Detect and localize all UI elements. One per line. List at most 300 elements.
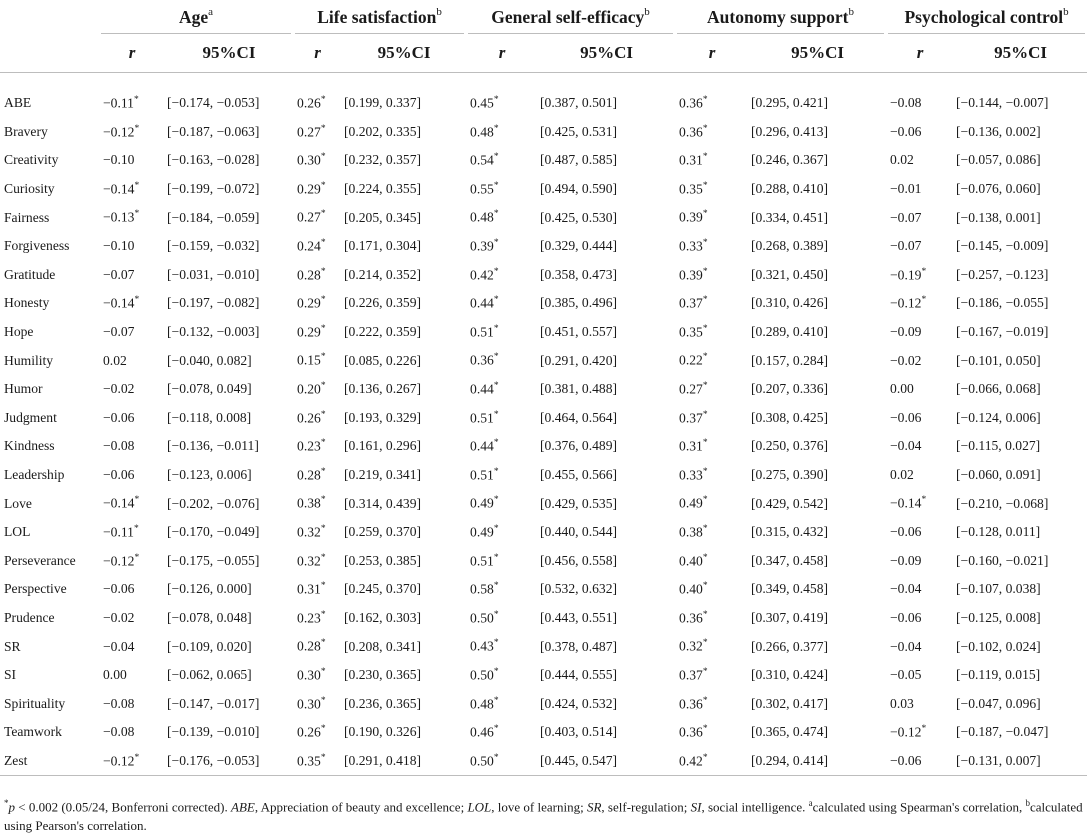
ci-value-cell: [0.440, 0.544] (540, 524, 618, 540)
ci-value-cell: [0.385, 0.496] (540, 295, 618, 311)
ci-value-cell: [0.085, 0.226] (344, 352, 422, 368)
ci-value-cell: [−0.159, −0.032] (167, 238, 260, 254)
ci-value-cell: [0.532, 0.632] (540, 581, 618, 597)
significance-star: * (702, 238, 708, 248)
ci-value-cell: [0.451, 0.557] (540, 324, 618, 340)
r-value-cell: 0.29* (297, 295, 326, 311)
r-value-cell: −0.11* (103, 95, 139, 111)
group-header-sup: b (848, 5, 855, 18)
significance-star: * (702, 638, 708, 649)
ci-value-cell: [−0.118, 0.008] (167, 409, 252, 425)
significance-star: * (320, 552, 326, 563)
ci-value-cell: [−0.101, 0.050] (956, 352, 1041, 368)
ci-value-cell: [−0.139, −0.010] (167, 724, 260, 740)
significance-star: * (493, 152, 499, 163)
row-label: Creativity (4, 152, 59, 168)
significance-star: * (320, 238, 326, 248)
r-value-cell: 0.26* (297, 724, 326, 740)
r-value-cell: 0.37* (679, 295, 708, 311)
r-value-cell: 0.02 (103, 352, 127, 368)
r-value-cell: −0.06 (103, 467, 135, 483)
footnote-abbr-abe: ABE (231, 799, 255, 815)
r-value-cell: 0.51* (470, 323, 499, 340)
significance-star: * (702, 152, 708, 163)
r-value-cell: −0.07 (890, 238, 922, 254)
r-value-cell: 0.30* (297, 666, 326, 683)
footnote-abbr-lol: LOL (467, 799, 492, 815)
r-value-cell: −0.07 (103, 266, 135, 282)
significance-star: * (320, 466, 326, 477)
ci-value-cell: [0.205, 0.345] (344, 209, 422, 225)
r-value-cell: 0.30* (297, 152, 326, 168)
ci-value-cell: [−0.160, −0.021] (956, 552, 1049, 568)
r-value-cell: −0.14* (103, 495, 140, 511)
table-row (0, 689, 1087, 718)
table-row (0, 661, 1087, 690)
r-value-cell: −0.14* (890, 495, 927, 511)
row-label: Kindness (4, 438, 55, 454)
significance-star: * (921, 295, 927, 306)
ci-value-cell: [0.207, 0.336] (751, 381, 829, 397)
row-label: LOL (4, 524, 31, 540)
ci-value-cell: [−0.145, −0.009] (956, 238, 1049, 254)
ci-value-cell: [0.308, 0.425] (751, 409, 829, 425)
r-value-cell: 0.32* (297, 552, 326, 569)
significance-star: * (134, 552, 140, 563)
significance-star: * (702, 295, 708, 306)
ci-value-cell: [0.307, 0.419] (751, 609, 829, 625)
ci-value-cell: [−0.184, −0.059] (167, 209, 260, 225)
significance-star: * (320, 523, 326, 534)
ci-value-cell: [−0.126, 0.000] (167, 581, 252, 597)
ci-value-cell: [0.443, 0.551] (540, 609, 618, 625)
significance-star: * (702, 495, 708, 506)
r-value-cell: 0.36* (679, 609, 708, 626)
group-header-label: Autonomy support (707, 6, 849, 27)
significance-star: * (493, 581, 499, 592)
row-label: SR (4, 638, 21, 654)
significance-star: * (921, 495, 927, 506)
ci-value-cell: [0.429, 0.535] (540, 495, 618, 511)
significance-star: * (320, 666, 326, 677)
row-label: Fairness (4, 209, 50, 225)
r-value-cell: 0.37* (679, 409, 708, 426)
row-label: Perseverance (4, 552, 76, 568)
r-value-cell: −0.06 (890, 123, 922, 139)
r-value-cell: 0.00 (890, 381, 914, 397)
r-value-cell: −0.06 (103, 409, 135, 425)
ci-value-cell: [0.291, 0.418] (342, 747, 466, 776)
r-value-cell: −0.07 (103, 324, 135, 340)
ci-value-cell: [−0.078, 0.048] (167, 609, 252, 625)
r-value-cell: 0.44* (470, 380, 499, 397)
r-value-cell: 0.50* (470, 666, 499, 683)
table-row (0, 318, 1087, 347)
ci-value-cell: [−0.132, −0.003] (167, 324, 260, 340)
r-value-cell: −0.09 (890, 324, 922, 340)
significance-star: * (702, 609, 708, 620)
r-value-cell: −0.05 (890, 667, 922, 683)
table-row (0, 632, 1087, 661)
ci-value-cell: [−0.119, 0.015] (956, 667, 1041, 683)
significance-star: * (133, 95, 139, 106)
r-value-cell: 0.44* (470, 295, 499, 311)
significance-star: * (702, 380, 708, 391)
ci-value-cell: [−0.128, 0.011] (956, 524, 1041, 540)
r-value-cell: −0.06 (890, 524, 922, 540)
ci-value-cell: [0.487, 0.585] (540, 152, 618, 168)
significance-star: * (134, 209, 140, 220)
significance-star: * (320, 323, 326, 334)
r-value-cell: 0.45* (470, 95, 499, 111)
ci-value-cell: [0.190, 0.326] (344, 724, 422, 740)
r-column-header: r (675, 34, 749, 73)
r-value-cell: 0.24* (297, 238, 326, 254)
ci-value-cell: [−0.138, 0.001] (956, 209, 1041, 225)
ci-value-cell: [0.253, 0.385] (344, 552, 422, 568)
r-value-cell: −0.08 (890, 95, 922, 111)
table-row (0, 261, 1087, 290)
ci-value-cell: [−0.257, −0.123] (956, 266, 1049, 282)
r-column-header: r (886, 34, 954, 73)
ci-value-cell: [0.162, 0.303] (344, 609, 422, 625)
significance-star: * (702, 695, 708, 706)
ci-value-cell: [0.259, 0.370] (344, 524, 422, 540)
table-row (0, 89, 1087, 118)
r-value-cell: −0.10 (103, 238, 135, 254)
significance-star: * (493, 724, 499, 735)
r-value-cell: 0.02 (890, 467, 914, 483)
r-value-cell: −0.12* (890, 724, 927, 740)
significance-star: * (702, 95, 708, 106)
r-value-cell: 0.31* (297, 581, 326, 597)
r-value-cell: −0.06 (890, 409, 922, 425)
table-row (0, 203, 1087, 232)
r-value-cell: 0.29* (297, 323, 326, 340)
significance-star: * (320, 380, 326, 391)
ci-value-cell: [−0.078, 0.049] (167, 381, 252, 397)
ci-value-cell: [−0.167, −0.019] (956, 324, 1049, 340)
ci-value-cell: [0.424, 0.532] (540, 695, 618, 711)
r-value-cell: 0.32* (679, 638, 708, 654)
ci-value-cell: [0.329, 0.444] (540, 238, 618, 254)
ci-value-cell: [0.310, 0.424] (751, 667, 829, 683)
table-row (0, 404, 1087, 433)
ci-value-cell: [0.266, 0.377] (751, 638, 829, 654)
ci-value-cell: [−0.202, −0.076] (167, 495, 260, 511)
ci-value-cell: [0.230, 0.365] (344, 667, 422, 683)
r-value-cell: 0.36* (679, 724, 708, 740)
significance-star: * (921, 266, 927, 277)
ci-value-cell: [0.202, 0.335] (344, 123, 422, 139)
ci-value-cell: [0.226, 0.359] (344, 295, 422, 311)
significance-star: * (320, 409, 326, 420)
r-value-cell: −0.14* (103, 295, 140, 311)
r-value-cell: 0.44* (470, 438, 499, 454)
significance-star: * (493, 180, 499, 191)
significance-star: * (320, 352, 326, 363)
ci-column-header: 95%CI (954, 34, 1087, 73)
row-label: Judgment (4, 409, 57, 425)
table-row (0, 146, 1087, 175)
footnote-si-def: , social intelligence. (701, 799, 809, 815)
r-value-cell: 0.31* (679, 152, 708, 168)
significance-star: * (493, 209, 499, 220)
group-header-sup: b (644, 5, 650, 18)
ci-column-header: 95%CI (538, 34, 675, 73)
r-value-cell: 0.36* (679, 123, 708, 140)
r-value-cell: −0.09 (890, 552, 922, 568)
significance-star: * (493, 266, 499, 277)
r-value-cell: −0.02 (103, 381, 135, 397)
table-row (0, 346, 1087, 375)
r-value-cell: 0.37* (679, 666, 708, 683)
significance-star: * (320, 209, 326, 220)
significance-star: * (702, 552, 708, 563)
ci-column-header: 95%CI (749, 34, 886, 73)
ci-value-cell: [−0.187, −0.063] (167, 123, 260, 139)
r-value-cell: −0.19* (890, 266, 927, 283)
row-label: Prudence (4, 609, 55, 625)
ci-value-cell: [0.193, 0.329] (344, 409, 422, 425)
table-row (0, 718, 1087, 747)
significance-star: * (320, 180, 326, 191)
r-value-cell: 0.23* (297, 609, 326, 626)
group-header-2 (466, 6, 675, 34)
significance-star: * (133, 523, 139, 534)
significance-star: * (134, 180, 140, 191)
ci-value-cell: [−0.175, −0.055] (167, 552, 260, 568)
r-column-header: r (466, 34, 538, 73)
significance-star: * (320, 123, 326, 134)
significance-star: * (493, 409, 499, 420)
r-value-cell: 0.39* (470, 238, 499, 254)
r-value-cell: 0.49* (679, 495, 708, 511)
ci-value-cell: [−0.123, 0.006] (167, 467, 252, 483)
r-value-cell: −0.11* (103, 523, 139, 540)
table-row (0, 547, 1087, 576)
footnote-abe-def: , Appreciation of beauty and excellence; (254, 799, 468, 815)
r-value-cell: −0.12* (103, 123, 140, 140)
row-label: Gratitude (4, 266, 56, 282)
r-value-cell: 0.28* (297, 638, 326, 654)
footnote-a-text: calculated using Spearman's correlation, (812, 799, 1026, 815)
r-value-cell: −0.06 (886, 747, 954, 776)
ci-value-cell: [0.445, 0.547] (538, 747, 675, 776)
row-label: Love (4, 495, 32, 511)
r-value-cell: −0.14* (103, 180, 140, 197)
r-value-cell: 0.02 (890, 152, 914, 168)
table-footnote (4, 794, 1084, 835)
r-value-cell: 0.23* (297, 438, 326, 454)
ci-value-cell: [0.295, 0.421] (751, 95, 829, 111)
r-value-cell: −0.02 (890, 352, 922, 368)
significance-star: * (320, 638, 326, 649)
footnote-abbr-si: SI (690, 799, 702, 815)
r-value-cell: 0.27* (679, 380, 708, 397)
ci-value-cell: [−0.057, 0.086] (956, 152, 1041, 168)
ci-value-cell: [−0.136, −0.011] (167, 438, 259, 454)
significance-star: * (921, 724, 927, 735)
significance-star: * (702, 724, 708, 735)
r-value-cell: −0.08 (103, 438, 135, 454)
r-value-cell: 0.51* (470, 552, 499, 569)
group-header-sup: b (436, 5, 442, 18)
r-value-cell: 0.49* (470, 523, 499, 540)
ci-value-cell: [0.199, 0.337] (344, 95, 422, 111)
r-value-cell: 0.38* (297, 495, 326, 511)
significance-star: * (493, 295, 499, 306)
footnote-sr-def: , self-regulation; (601, 799, 691, 815)
r-value-cell: 0.51* (470, 466, 499, 483)
table-row (0, 232, 1087, 261)
ci-value-cell: [−0.176, −0.053] (165, 747, 293, 776)
r-value-cell: 0.33* (679, 238, 708, 254)
ci-column-header: 95%CI (342, 34, 466, 73)
ci-value-cell: [0.376, 0.489] (540, 438, 618, 454)
ci-value-cell: [−0.197, −0.082] (167, 295, 260, 311)
ci-value-cell: [0.222, 0.359] (344, 324, 422, 340)
r-value-cell: −0.13* (103, 209, 140, 225)
row-label: Forgiveness (4, 238, 70, 254)
r-value-cell: 0.51* (470, 409, 499, 426)
ci-value-cell: [0.296, 0.413] (751, 123, 829, 139)
ci-value-cell: [−0.076, 0.060] (956, 181, 1041, 197)
table-row (0, 118, 1087, 147)
ci-value-cell: [0.321, 0.450] (751, 266, 829, 282)
group-header-sup: b (1063, 5, 1069, 18)
footnote-sup-b: b (1025, 798, 1030, 808)
r-column-header: r (99, 34, 165, 73)
r-value-cell: 0.00 (103, 667, 127, 683)
table-row (0, 432, 1087, 461)
ci-value-cell: [−0.124, 0.006] (956, 409, 1041, 425)
ci-value-cell: [0.224, 0.355] (344, 181, 422, 197)
ci-value-cell: [−0.066, 0.068] (956, 381, 1041, 397)
ci-value-cell: [−0.031, −0.010] (167, 266, 260, 282)
ci-column-header: 95%CI (165, 34, 293, 73)
table-row (0, 289, 1087, 318)
ci-value-cell: [0.214, 0.352] (344, 266, 422, 282)
r-value-cell: −0.12* (99, 747, 165, 776)
r-value-cell: 0.20* (297, 380, 326, 397)
significance-star: * (320, 152, 326, 163)
row-label: ABE (4, 95, 32, 111)
r-value-cell: 0.42* (675, 747, 749, 776)
ci-value-cell: [0.314, 0.439] (344, 495, 422, 511)
ci-value-cell: [0.288, 0.410] (751, 181, 829, 197)
r-value-cell: 0.35* (679, 180, 708, 197)
ci-value-cell: [−0.187, −0.047] (956, 724, 1049, 740)
significance-star: * (702, 752, 708, 763)
r-value-cell: 0.31* (679, 438, 708, 454)
significance-star: * (320, 752, 326, 763)
group-header-label: Age (178, 6, 209, 27)
r-value-cell: 0.26* (297, 95, 326, 111)
significance-star: * (702, 266, 708, 277)
row-label: Bravery (4, 123, 48, 139)
ci-value-cell: [0.358, 0.473] (540, 266, 618, 282)
significance-star: * (702, 466, 708, 477)
ci-value-cell: [0.246, 0.367] (751, 152, 829, 168)
r-value-cell: 0.48* (470, 123, 499, 140)
significance-star: * (134, 495, 140, 506)
significance-star: * (702, 581, 708, 592)
corner-cell (0, 6, 99, 34)
r-value-cell: 0.48* (470, 695, 499, 712)
r-value-cell: 0.15* (297, 352, 326, 368)
ci-value-cell: [−0.136, 0.002] (956, 123, 1041, 139)
r-value-cell: 0.50* (466, 747, 538, 776)
ci-value-cell: [0.403, 0.514] (540, 724, 618, 740)
ci-value-cell: [0.334, 0.451] (751, 209, 829, 225)
r-column-header: r (293, 34, 342, 73)
significance-star: * (702, 666, 708, 677)
corner-cell-sub (0, 34, 99, 73)
r-value-cell: −0.04 (890, 638, 922, 654)
significance-star: * (493, 352, 499, 363)
r-value-cell: −0.04 (103, 638, 135, 654)
significance-star: * (493, 238, 499, 248)
r-value-cell: 0.28* (297, 466, 326, 483)
ci-value-cell: [0.365, 0.474] (751, 724, 829, 740)
ci-value-cell: [−0.199, −0.072] (167, 181, 260, 197)
table-body (0, 89, 1087, 776)
r-value-cell: −0.07 (890, 209, 922, 225)
footnote-sup-a: a (808, 798, 813, 808)
significance-star: * (702, 123, 708, 134)
ci-value-cell: [0.250, 0.376] (751, 438, 829, 454)
r-value-cell: 0.35* (679, 323, 708, 340)
r-value-cell: 0.40* (679, 552, 708, 569)
significance-star: * (493, 638, 499, 649)
ci-value-cell: [0.494, 0.590] (540, 181, 618, 197)
group-header-3 (675, 6, 886, 34)
ci-value-cell: [0.310, 0.426] (751, 295, 829, 311)
r-value-cell: 0.33* (679, 466, 708, 483)
footnote-abbr-sr: SR (586, 799, 602, 815)
group-header-label: Psychological control (904, 6, 1064, 27)
significance-star: * (320, 581, 326, 592)
ci-value-cell: [0.455, 0.566] (540, 467, 618, 483)
r-value-cell: 0.42* (470, 266, 499, 283)
r-value-cell: −0.06 (890, 609, 922, 625)
group-header-sup: a (208, 5, 214, 18)
ci-value-cell: [0.456, 0.558] (540, 552, 618, 568)
ci-value-cell: [0.219, 0.341] (344, 467, 422, 483)
r-value-cell: 0.30* (297, 695, 326, 712)
ci-value-cell: [0.315, 0.432] (751, 524, 829, 540)
group-header-4 (886, 6, 1087, 34)
ci-value-cell: [0.208, 0.341] (344, 638, 422, 654)
r-value-cell: 0.36* (470, 352, 499, 368)
ci-value-cell: [−0.115, 0.027] (956, 438, 1041, 454)
r-value-cell: 0.26* (297, 409, 326, 426)
significance-star: * (320, 438, 326, 449)
ci-value-cell: [0.291, 0.420] (540, 352, 618, 368)
r-value-cell: 0.29* (297, 180, 326, 197)
table-row (0, 175, 1087, 204)
r-value-cell: −0.08 (103, 695, 135, 711)
ci-value-cell: [−0.210, −0.068] (956, 495, 1049, 511)
r-value-cell: 0.22* (679, 352, 708, 368)
r-value-cell: −0.10 (103, 152, 135, 168)
group-header-1 (293, 6, 466, 34)
ci-value-cell: [0.236, 0.365] (344, 695, 422, 711)
significance-star: * (493, 695, 499, 706)
significance-star: * (134, 123, 140, 134)
significance-star: * (493, 95, 499, 106)
